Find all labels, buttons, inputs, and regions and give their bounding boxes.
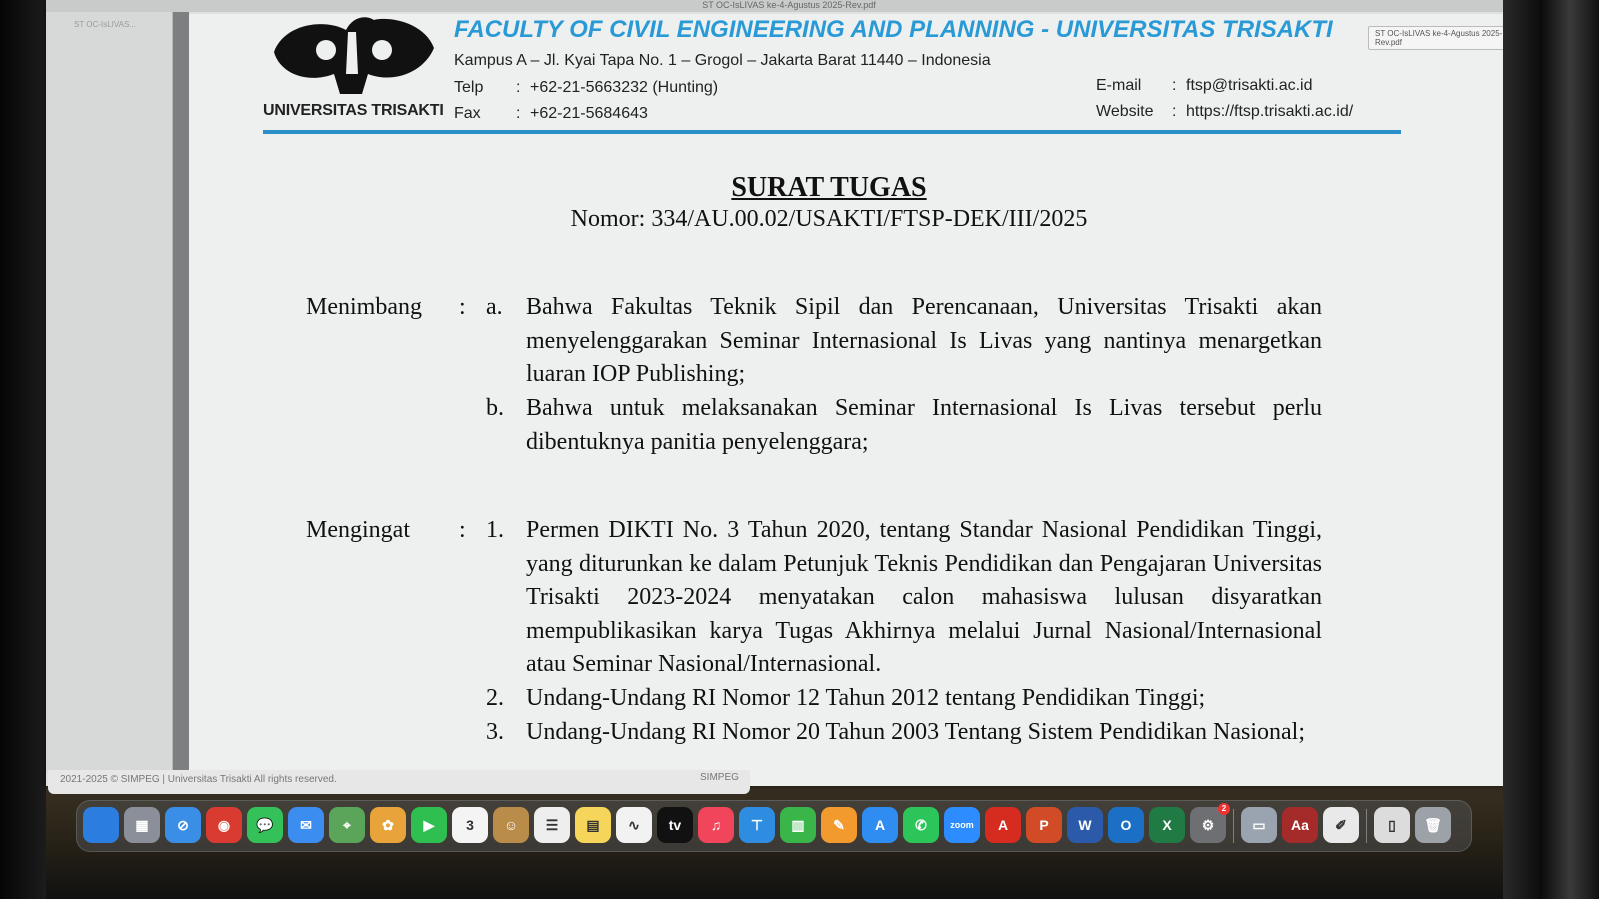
email-label: E-mail	[1096, 77, 1142, 94]
screen-bezel-left	[0, 0, 46, 899]
pdf-page	[189, 14, 1519, 786]
menimbang-marker-a: a.	[486, 294, 503, 320]
powerpoint-icon[interactable]: P	[1026, 807, 1062, 843]
contacts-icon[interactable]: ☺	[493, 807, 529, 843]
mengingat-marker-2: 2.	[486, 685, 504, 711]
sidebar-thumbnail-label[interactable]: ST OC-IsLIVAS...	[74, 20, 136, 29]
chrome-icon[interactable]: ◉	[206, 807, 242, 843]
apple-tv-icon[interactable]: tv	[657, 807, 693, 843]
documents-icon[interactable]: ▯	[1374, 807, 1410, 843]
website-value: https://ftsp.trisakti.ac.id/	[1186, 103, 1354, 120]
address-line: Kampus A – Jl. Kyai Tapa No. 1 – Grogol – Jakarta Barat 11440 – Indonesia	[454, 52, 991, 69]
mengingat-label: Mengingat	[306, 517, 410, 543]
mengingat-item-2: Undang-Undang RI Nomor 12 Tahun 2012 tentang Pendidikan Tinggi;	[526, 685, 1206, 711]
telp-row	[454, 79, 718, 97]
dock-separator	[1233, 809, 1234, 843]
maps-icon[interactable]: ⌖	[329, 807, 365, 843]
website-label: Website	[1096, 103, 1154, 120]
faculty-title: FACULTY OF CIVIL ENGINEERING AND PLANNING - UNIVERSITAS TRISAKTI	[454, 16, 1333, 43]
mengingat-item-3: Undang-Undang RI Nomor 20 Tahun 2003 Tentang Sistem Pendidikan Nasional;	[526, 719, 1305, 745]
mengingat-marker-3: 3.	[486, 719, 504, 745]
website-colon: :	[1172, 103, 1177, 120]
fax-colon: :	[516, 105, 521, 122]
textedit-icon[interactable]: ✐	[1323, 807, 1359, 843]
dock	[76, 800, 1472, 852]
letter-number: Nomor: 334/AU.00.02/USAKTI/FTSP-DEK/III/2025	[570, 206, 1088, 232]
zoom-icon[interactable]: zoom	[944, 807, 980, 843]
whatsapp-icon[interactable]: ✆	[903, 807, 939, 843]
word-icon[interactable]: W	[1067, 807, 1103, 843]
calendar-icon[interactable]: 3	[452, 807, 488, 843]
letterhead-rule	[263, 130, 1401, 134]
fax-label: Fax	[454, 105, 481, 122]
trisakti-logo-icon	[264, 14, 439, 114]
messages-icon[interactable]: 💬	[247, 807, 283, 843]
menimbang-item-b: Bahwa untuk melaksanakan Seminar Internasional Is Livas tersebut perlu dibentuknya panitia penyelenggara;	[526, 395, 1322, 455]
menimbang-marker-b: b.	[486, 395, 504, 421]
excel-icon[interactable]: X	[1149, 807, 1185, 843]
file-name-badge: ST OC-IsLIVAS ke-4-Agustus 2025-Rev.pdf	[1368, 26, 1532, 50]
acrobat-icon[interactable]: A	[985, 807, 1021, 843]
outlook-icon[interactable]: O	[1108, 807, 1144, 843]
browser-footer	[48, 770, 750, 794]
app-store-icon[interactable]: A	[862, 807, 898, 843]
letter-title: SURAT TUGAS	[731, 172, 927, 203]
notification-badge: 2	[1218, 803, 1230, 815]
launchpad-icon[interactable]: ▦	[124, 807, 160, 843]
numbers-icon[interactable]: ▥	[780, 807, 816, 843]
trash-icon[interactable]: 🗑	[1415, 807, 1451, 843]
window-title[interactable]: ST OC-IsLIVAS ke-4-Agustus 2025-Rev.pdf	[46, 0, 1532, 12]
website-row	[1096, 103, 1353, 121]
screen-bezel-right	[1503, 0, 1599, 899]
mail-icon[interactable]: ✉	[288, 807, 324, 843]
mengingat-item-1: Permen DIKTI No. 3 Tahun 2020, tentang Standar Nasional Pendidikan Tinggi, yang diturunkan ke dalam Petunjuk Teknis Pendidikan dan Pengajaran Universitas Trisakti 2023-2024 menyatakan calon mahasiswa lulusan disyaratkan mempublikasikan karya Tugas Akhirnya melalui Jurnal Nasional/Internasional atau Seminar Nasional/Internasional.	[526, 517, 1322, 678]
dictionary-icon[interactable]: Aa	[1282, 807, 1318, 843]
fax-value: +62-21-5684643	[530, 105, 648, 122]
preview-icon[interactable]: ▭	[1241, 807, 1277, 843]
keynote-icon[interactable]: ⊤	[739, 807, 775, 843]
reminders-icon[interactable]: ☰	[534, 807, 570, 843]
telp-value: +62-21-5663232 (Hunting)	[530, 79, 719, 96]
safari-icon[interactable]: ⊘	[165, 807, 201, 843]
preview-window[interactable]	[46, 0, 1532, 786]
page-gutter	[173, 12, 189, 786]
system-settings-icon[interactable]: ⚙ 2	[1190, 807, 1226, 843]
footer-app-name: SIMPEG	[700, 772, 739, 783]
menimbang-item-a: Bahwa Fakultas Teknik Sipil dan Perencanaan, Universitas Trisakti akan menyelenggarakan Seminar Internasional Is Livas yang nantinya menargetkan luaran IOP Publishing;	[526, 294, 1322, 388]
email-row	[1096, 77, 1313, 95]
dock-separator	[1366, 809, 1367, 843]
thumbnail-sidebar[interactable]	[46, 12, 173, 772]
music-icon[interactable]: ♫	[698, 807, 734, 843]
facetime-icon[interactable]: ▶	[411, 807, 447, 843]
pages-icon[interactable]: ✎	[821, 807, 857, 843]
fax-row	[454, 105, 648, 123]
mengingat-marker-1: 1.	[486, 517, 504, 543]
telp-colon: :	[516, 79, 521, 96]
finder-icon[interactable]	[83, 807, 119, 843]
menimbang-colon: :	[459, 294, 466, 320]
email-colon: :	[1172, 77, 1177, 94]
mengingat-colon: :	[459, 517, 466, 543]
photos-icon[interactable]: ✿	[370, 807, 406, 843]
university-name: UNIVERSITAS TRISAKTI	[263, 102, 444, 119]
footer-copyright: 2021-2025 © SIMPEG | Universitas Trisakti All rights reserved.	[60, 774, 337, 785]
telp-label: Telp	[454, 79, 484, 96]
menimbang-label: Menimbang	[306, 294, 422, 320]
notes-icon[interactable]: ▤	[575, 807, 611, 843]
freeform-icon[interactable]: ∿	[616, 807, 652, 843]
email-value: ftsp@trisakti.ac.id	[1186, 77, 1313, 94]
